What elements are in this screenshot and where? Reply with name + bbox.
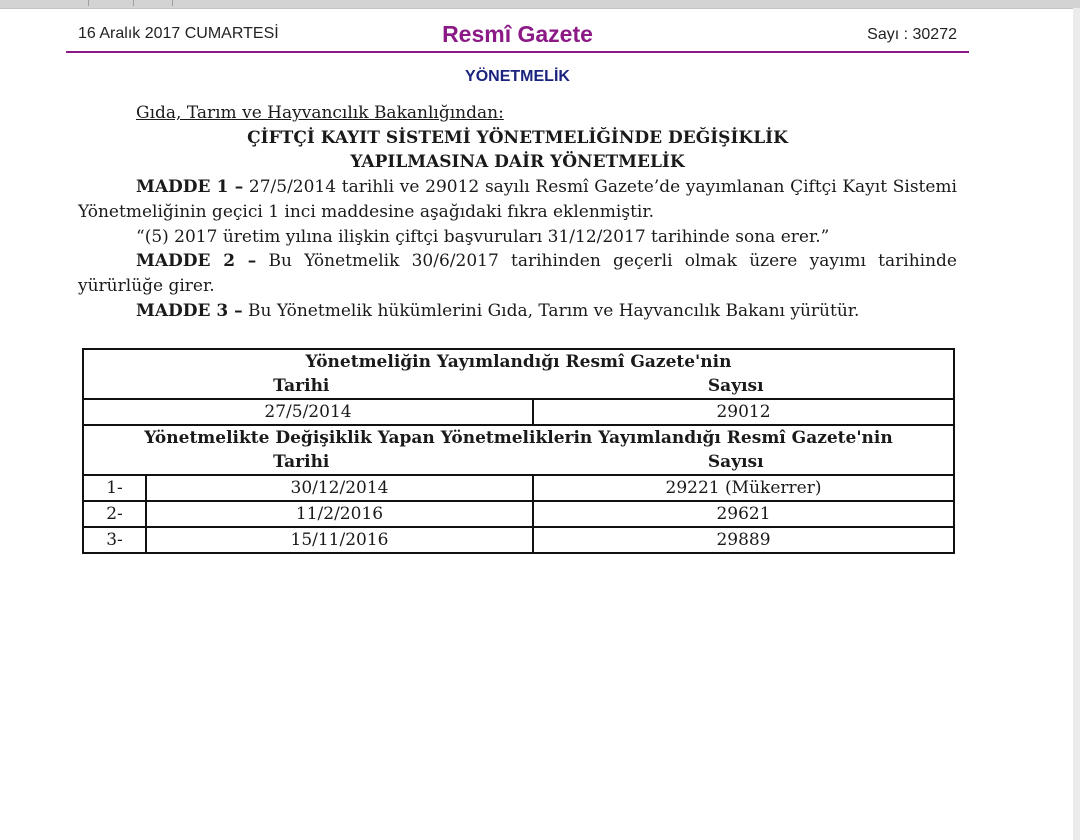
amendment-number: 29621: [533, 501, 954, 527]
article-text: “(5) 2017 üretim yılına ilişkin çiftçi başvuruları 31/12/2017 tarihinde sona erer.”: [136, 226, 830, 247]
regulation-body: [78, 101, 957, 323]
amendment-number: 29221 (Mükerrer): [533, 475, 954, 501]
amendment-date: 11/2/2016: [146, 501, 533, 527]
table-row: [83, 501, 954, 527]
amendment-date: 15/11/2016: [146, 527, 533, 553]
column-header-date: Tarihi: [273, 376, 330, 396]
amendments-heading: Yönetmelikte Değişiklik Yapan Yönetmeliklerin Yayımlandığı Resmî Gazete'nin: [144, 428, 893, 448]
issue-number: Sayı : 30272: [867, 26, 957, 43]
toolbar-divider: [88, 0, 89, 6]
article-text: 27/5/2014 tarihli ve 29012 sayılı Resmî Gazete’de yayımlanan Çiftçi Kayıt Sistemi Yönetmeliğinin geçici 1 inci maddesine aşağıdaki fıkra eklenmiştir.: [78, 177, 957, 222]
gazette-page: [0, 9, 1073, 840]
article-1-clause: [78, 225, 957, 250]
issuing-ministry: Gıda, Tarım ve Hayvancılık Bakanlığından:: [136, 103, 504, 123]
original-number: 29012: [533, 399, 954, 425]
column-header-number: Sayısı: [707, 376, 764, 396]
column-header-date: Tarihi: [273, 452, 330, 472]
gazette-reference-table: [82, 348, 955, 554]
header-divider: [66, 51, 969, 53]
toolbar-divider: [172, 0, 173, 6]
amendment-index: 3-: [83, 527, 146, 553]
toolbar-divider: [133, 0, 134, 6]
browser-top-bar: [0, 0, 1080, 9]
table-row: [83, 399, 954, 425]
table-header-row: [83, 425, 954, 475]
table-row: [83, 527, 954, 553]
article-2: [78, 249, 957, 298]
scrollbar-track[interactable]: [1073, 8, 1080, 840]
regulation-title-line2: YAPILMASINA DAİR YÖNETMELİK: [350, 152, 685, 173]
section-heading: YÖNETMELİK: [465, 68, 570, 85]
article-text: Bu Yönetmelik 30/6/2017 tarihinden geçerli olmak üzere yayımı tarihinde yürürlüğe girer.: [78, 251, 957, 296]
original-publication-heading: Yönetmeliğin Yayımlandığı Resmî Gazete'nin: [305, 352, 732, 372]
article-text: Bu Yönetmelik hükümlerini Gıda, Tarım ve Hayvancılık Bakanı yürütür.: [242, 300, 860, 321]
publication-date: 16 Aralık 2017 CUMARTESİ: [78, 25, 279, 42]
article-1: [78, 175, 957, 224]
amendment-number: 29889: [533, 527, 954, 553]
original-date: 27/5/2014: [83, 399, 533, 425]
amendment-index: 1-: [83, 475, 146, 501]
amendment-index: 2-: [83, 501, 146, 527]
regulation-title-line1: ÇİFTÇİ KAYIT SİSTEMİ YÖNETMELİĞİNDE DEĞİŞİKLİK: [247, 127, 788, 148]
table-row: [83, 475, 954, 501]
table-header-row: [83, 349, 954, 399]
amendment-date: 30/12/2014: [146, 475, 533, 501]
column-header-number: Sayısı: [707, 452, 764, 472]
gazette-title: Resmî Gazete: [442, 21, 593, 47]
article-label: MADDE 3 –: [136, 300, 243, 321]
article-label: MADDE 2 –: [136, 251, 257, 272]
article-3: [78, 299, 957, 324]
article-label: MADDE 1 –: [136, 177, 244, 198]
